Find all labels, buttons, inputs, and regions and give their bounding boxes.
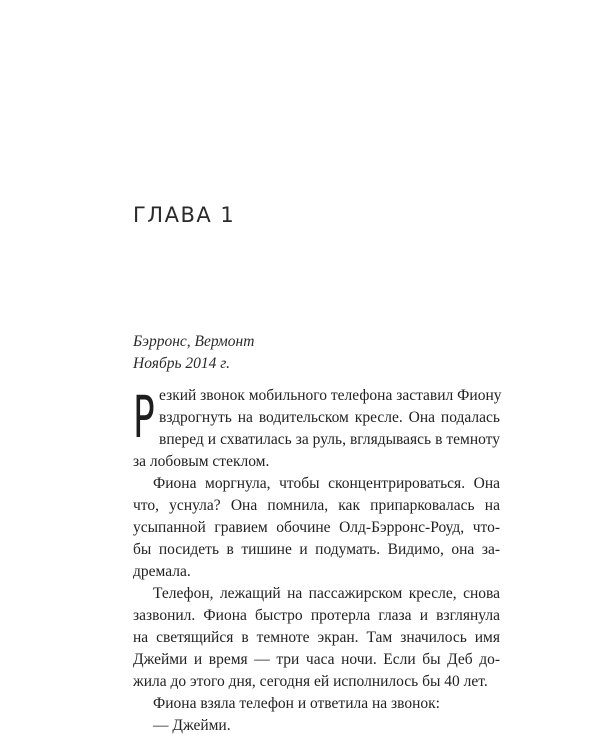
paragraph-3 — [133, 583, 500, 693]
text-line: вперед и схватилась за руль, вглядываясь в темноту — [159, 431, 500, 448]
body-text — [133, 385, 500, 737]
place-date-block — [133, 331, 254, 375]
drop-cap-letter: Р — [133, 383, 155, 451]
text-line: жила до этого дня, сегодня ей исполнилось бы 40 лет. — [133, 673, 488, 690]
text-line: вздрогнуть на водительском кресле. Она подалась — [159, 409, 500, 426]
text-line: езкий звонок мобильного телефона заставил Фиону — [159, 387, 502, 404]
paragraph-5 — [133, 715, 500, 737]
paragraph-2 — [133, 473, 500, 583]
text-line: дремала. — [133, 563, 191, 580]
text-line: усыпанной гравием обочине Олд-Бэрронс-Роуд, что- — [133, 519, 500, 536]
chapter-title: ГЛАВА 1 — [133, 203, 236, 227]
text-line: Фиона моргнула, чтобы сконцентрироваться. Она — [153, 475, 500, 492]
paragraph-1 — [133, 385, 500, 473]
text-line: бы посидеть в тишине и подумать. Видимо, она за- — [133, 541, 500, 558]
text-line: Джейми и время — три часа ночи. Если бы Деб до- — [133, 651, 500, 668]
place-line: Бэрронс, Вермонт — [133, 333, 255, 350]
text-line: за лобовым стеклом. — [133, 453, 270, 470]
text-line: Фиона взяла телефон и ответила на звонок: — [153, 695, 440, 712]
text-line: Телефон, лежащий на пассажирском кресле, снова — [153, 585, 500, 602]
date-line: Ноябрь 2014 г. — [133, 355, 231, 372]
text-line: — Джейми. — [153, 717, 231, 734]
paragraph-4 — [133, 693, 500, 715]
text-line: на светящийся в темноте экран. Там значилось имя — [133, 629, 500, 646]
text-line: что, уснула? Она помнила, как припарковалась на — [133, 497, 500, 514]
text-line: зазвонил. Фиона быстро протерла глаза и взглянула — [133, 607, 500, 624]
